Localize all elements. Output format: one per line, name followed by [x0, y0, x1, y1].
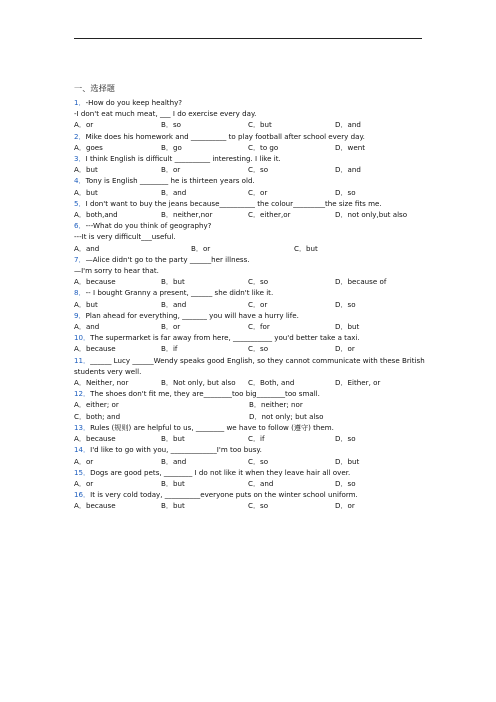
question-text: I think English is difficult __________ interesting. I like it. — [85, 154, 281, 164]
option: A．or — [74, 478, 94, 488]
option: D．so — [335, 187, 356, 197]
question-stem — [74, 388, 434, 399]
option: A．but — [74, 187, 98, 197]
options-row — [74, 377, 434, 388]
question-number: 10． — [74, 333, 91, 343]
option: D．and — [335, 120, 361, 130]
question-text: ---What do you think of geography? — [85, 221, 212, 231]
option: C．so — [248, 165, 269, 175]
option: A．or — [74, 456, 94, 466]
question-text: I'd like to go with you, _____________I'm too busy. — [90, 445, 262, 455]
option: A．or — [74, 120, 94, 130]
question-number: 12． — [74, 389, 91, 399]
question-text: The supermarket is far away from here, ___________ you'd better take a taxi. — [90, 333, 360, 343]
option: D．or — [335, 501, 355, 511]
question-stem — [74, 97, 434, 108]
question-item — [74, 422, 434, 444]
question-stem — [74, 332, 434, 343]
question-stem — [74, 489, 434, 500]
question-stem — [74, 287, 434, 298]
option: C．so — [248, 344, 269, 354]
question-item — [74, 388, 434, 422]
question-stem — [74, 310, 434, 321]
question-text: —I'm sorry to hear that. — [74, 266, 159, 276]
option: D．not only; but also — [249, 411, 324, 421]
question-item — [74, 220, 434, 254]
question-item — [74, 489, 434, 511]
question-stem — [74, 175, 434, 186]
question-text: —Alice didn't go to the party ______her illness. — [85, 254, 250, 264]
question-number: 1． — [74, 98, 86, 107]
option: C．or — [248, 299, 268, 309]
question-number: 4． — [74, 176, 86, 186]
option: B．and — [161, 456, 187, 466]
option: D．because of — [335, 277, 387, 287]
question-number: 11． — [74, 355, 91, 365]
options-row — [74, 299, 434, 310]
option: C．or — [248, 187, 268, 197]
question-item — [74, 287, 434, 309]
question-stem — [74, 153, 434, 164]
question-text: The shoes don't fit me, they are________too big________too small. — [90, 389, 320, 399]
option: D．so — [335, 434, 356, 444]
question-number: 13． — [74, 422, 91, 432]
question-item — [74, 153, 434, 175]
options-row — [74, 243, 434, 254]
option: A．because — [74, 434, 116, 444]
option: C．Both, and — [248, 378, 295, 388]
option: A．because — [74, 344, 116, 354]
question-item — [74, 175, 434, 197]
question-text: I don't want to buy the jeans because__________ the colour_________the size fits me. — [85, 198, 382, 208]
question-stem — [74, 467, 434, 478]
question-item — [74, 254, 434, 288]
options-row — [74, 500, 434, 511]
question-number: 5． — [74, 198, 86, 208]
option: B．and — [161, 187, 187, 197]
question-line — [74, 231, 434, 242]
header-rule — [74, 38, 422, 39]
question-item — [74, 131, 434, 153]
question-text: -- I bought Granny a present, ______ she didn't like it. — [85, 288, 274, 298]
question-stem — [74, 422, 434, 433]
options-row — [74, 142, 434, 153]
question-number: 7． — [74, 254, 86, 264]
option: D．but — [335, 456, 360, 466]
option: C．either,or — [248, 210, 291, 220]
option: B．neither; nor — [249, 400, 303, 410]
options-row — [74, 321, 434, 332]
option: B．but — [161, 277, 185, 287]
option: B．or — [191, 243, 211, 253]
question-text: ______ Lucy ______Wendy speaks good English, so they cannot communicate with these British students very well. — [74, 355, 425, 376]
option: C．so — [248, 277, 269, 287]
question-number: 9． — [74, 310, 86, 320]
option: B．Not only, but also — [161, 378, 236, 388]
option: D．so — [335, 299, 356, 309]
question-text: Plan ahead for everything, _______ you will have a hurry life. — [85, 310, 299, 320]
question-text: Rules (规则) are helpful to us, ________ we have to follow (遵守) them. — [90, 422, 334, 432]
option: A．but — [74, 165, 98, 175]
options-row — [74, 456, 434, 467]
question-list — [74, 97, 434, 512]
question-number: 16． — [74, 490, 91, 500]
option: B．neither,nor — [161, 210, 213, 220]
question-text: It is very cold today, __________everyone puts on the winter school uniform. — [90, 490, 358, 500]
option: C．for — [248, 322, 270, 332]
question-line — [74, 265, 434, 276]
option: A．either; or — [74, 400, 119, 410]
question-number: 8． — [74, 288, 86, 298]
options-row — [74, 187, 434, 198]
question-number: 6． — [74, 221, 86, 231]
question-text: Tony is English ________ he is thirteen years old. — [85, 176, 255, 186]
options-row — [74, 164, 434, 175]
options-row — [74, 478, 434, 489]
option: C．if — [248, 434, 265, 444]
worksheet — [74, 82, 434, 512]
option: B．if — [161, 344, 178, 354]
option: B．so — [161, 120, 181, 130]
question-number: 15． — [74, 467, 91, 477]
question-stem — [74, 355, 434, 377]
question-item — [74, 355, 434, 389]
question-stem — [74, 254, 434, 265]
question-stem — [74, 220, 434, 231]
option: D．not only,but also — [335, 210, 408, 220]
option: D．went — [335, 142, 365, 152]
question-line — [74, 108, 434, 119]
option: A．both,and — [74, 210, 118, 220]
question-item — [74, 332, 434, 354]
options-row — [74, 433, 434, 444]
options-row — [74, 343, 434, 354]
option: A．and — [74, 322, 100, 332]
options-row — [74, 209, 434, 220]
question-stem — [74, 198, 434, 209]
option: D．so — [335, 478, 356, 488]
question-item — [74, 310, 434, 332]
question-stem — [74, 444, 434, 455]
option: A．and — [74, 243, 100, 253]
options-row — [74, 276, 434, 287]
question-stem — [74, 131, 434, 142]
option: D．but — [335, 322, 360, 332]
option: B．or — [161, 165, 181, 175]
options-row — [74, 399, 434, 410]
option: B．and — [161, 299, 187, 309]
option: B．but — [161, 501, 185, 511]
option: A．because — [74, 277, 116, 287]
option: C．but — [294, 243, 318, 253]
option: C．and — [248, 478, 274, 488]
option: B．or — [161, 322, 181, 332]
question-text: -I don't eat much meat, ___ I do exercise every day. — [74, 109, 257, 119]
option: C．but — [248, 120, 272, 130]
option: C．so — [248, 456, 269, 466]
question-item — [74, 97, 434, 131]
option: C．both; and — [74, 411, 121, 421]
question-item — [74, 467, 434, 489]
option: C．so — [248, 501, 269, 511]
question-text: ---It is very difficult___useful. — [74, 232, 176, 242]
section-title: 一、选择题 — [74, 83, 115, 93]
question-number: 3． — [74, 154, 86, 164]
option: D．Either, or — [335, 378, 381, 388]
question-number: 2． — [74, 131, 86, 141]
question-number: 14． — [74, 445, 91, 455]
question-text: -How do you keep healthy? — [85, 98, 183, 107]
option: C．to go — [248, 142, 279, 152]
option: B．go — [161, 142, 182, 152]
option: A．because — [74, 501, 116, 511]
option: B．but — [161, 478, 185, 488]
option: B．but — [161, 434, 185, 444]
option: D．or — [335, 344, 355, 354]
question-text: Dogs are good pets, ________ I do not like it when they leave hair all over. — [90, 467, 351, 477]
option: A．Neither, nor — [74, 378, 129, 388]
question-text: Mike does his homework and __________ to play football after school every day. — [85, 131, 365, 141]
options-row — [74, 119, 434, 130]
option: D．and — [335, 165, 361, 175]
question-item — [74, 444, 434, 466]
option: A．but — [74, 299, 98, 309]
question-item — [74, 198, 434, 220]
options-row — [74, 411, 434, 422]
option: A．goes — [74, 142, 103, 152]
